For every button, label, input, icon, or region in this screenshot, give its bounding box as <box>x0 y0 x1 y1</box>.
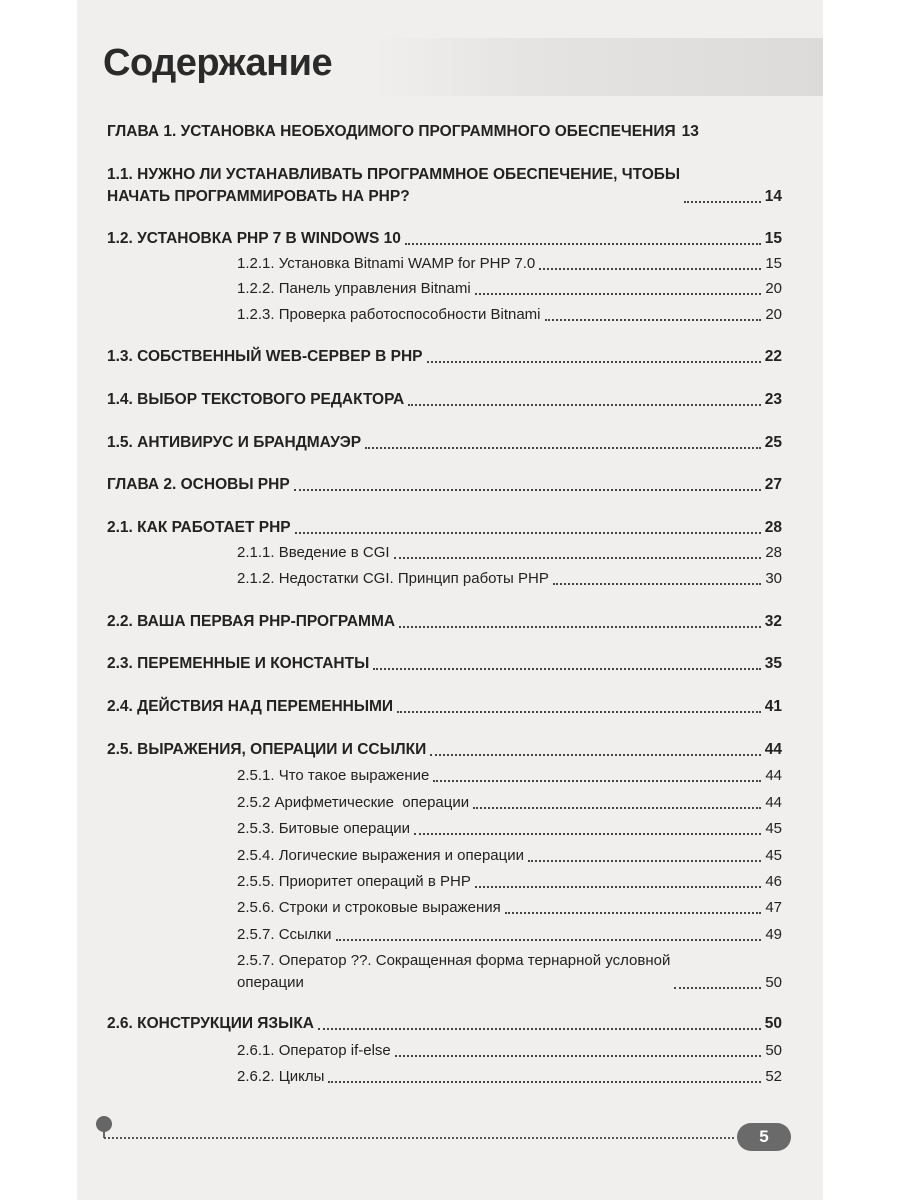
toc-entry-text: 2.1.1. Введение в CGI <box>237 544 390 561</box>
toc-entry-text: 2.5.5. Приоритет операций в PHP <box>237 873 471 890</box>
dot-leader <box>539 268 761 270</box>
toc-entry-text: 1.2.3. Проверка работоспособности Bitnami <box>237 306 541 323</box>
toc-entry-page: 14 <box>764 188 782 205</box>
dot-leader <box>674 987 761 989</box>
toc-subsection-2-5-4[interactable] <box>237 845 782 867</box>
toc-entry-text: ГЛАВА 1. УСТАНОВКА НЕОБХОДИМОГО ПРОГРАММНОГО ОБЕСПЕЧЕНИЯ <box>107 123 676 140</box>
toc-entry-text: 2.5.6. Строки и строковые выражения <box>237 899 501 916</box>
toc-entry-text: 1.5. АНТИВИРУС И БРАНДМАУЭР <box>107 434 362 451</box>
dot-leader <box>553 583 761 585</box>
toc-section-2-2[interactable] <box>107 611 782 633</box>
dot-leader <box>505 912 762 914</box>
dot-leader <box>373 668 760 670</box>
toc-subsection-1-2-3[interactable] <box>237 304 782 326</box>
toc-entry-page: 32 <box>764 613 782 630</box>
toc-entry-page: 44 <box>764 741 782 758</box>
toc-entry-page: 28 <box>764 519 782 536</box>
toc-entry-page: 50 <box>765 974 782 991</box>
toc-chapter-1[interactable] <box>107 121 782 143</box>
toc-entry-text-line2: операции <box>237 974 304 991</box>
dot-leader <box>684 201 761 203</box>
dot-leader <box>294 489 761 491</box>
toc-entry-text: 1.2.1. Установка Bitnami WAMP for PHP 7.0 <box>237 255 536 272</box>
toc-entry-page: 35 <box>764 655 782 672</box>
toc-subsection-2-1-1[interactable] <box>237 542 782 564</box>
toc-entry-text: 2.3. ПЕРЕМЕННЫЕ И КОНСТАНТЫ <box>107 655 370 672</box>
dot-leader <box>430 754 761 756</box>
toc-entry-page: 41 <box>764 698 782 715</box>
dot-leader <box>365 447 761 449</box>
dot-leader <box>473 807 761 809</box>
toc-entry-page: 49 <box>765 926 782 943</box>
toc-section-2-5[interactable] <box>107 739 782 761</box>
toc-entry-text: 2.1.2. Недостатки CGI. Принцип работы PHP <box>237 570 549 587</box>
toc-subsection-2-5-2[interactable] <box>237 792 782 814</box>
dot-leader <box>528 860 761 862</box>
toc-entry-text-line1: 1.1. НУЖНО ЛИ УСТАНАВЛИВАТЬ ПРОГРАММНОЕ ОБЕСПЕЧЕНИЕ, ЧТОБЫ <box>107 166 681 183</box>
dot-leader <box>394 557 762 559</box>
toc-chapter-2[interactable] <box>107 474 782 496</box>
toc-subsection-1-2-2[interactable] <box>237 278 782 300</box>
toc-entry-text: 2.5.7. Ссылки <box>237 926 332 943</box>
toc-entry-text: 2.2. ВАША ПЕРВАЯ PHP-ПРОГРАММА <box>107 613 396 630</box>
dot-leader <box>414 833 761 835</box>
dot-leader <box>336 939 762 941</box>
toc-subsection-2-5-7-operator[interactable] <box>237 950 782 994</box>
toc-subsection-2-5-3[interactable] <box>237 818 782 840</box>
toc-entry-text: 2.5.1. Что такое выражение <box>237 767 430 784</box>
toc-section-2-3[interactable] <box>107 653 782 675</box>
toc-entry-text: ГЛАВА 2. ОСНОВЫ PHP <box>107 476 290 493</box>
toc-entry-page: 44 <box>765 767 782 784</box>
toc-entry-text: 2.4. ДЕЙСТВИЯ НАД ПЕРЕМЕННЫМИ <box>107 698 394 715</box>
toc-entry-text: 1.4. ВЫБОР ТЕКСТОВОГО РЕДАКТОРА <box>107 391 405 408</box>
dot-leader <box>475 293 762 295</box>
dot-leader <box>405 243 761 245</box>
toc-entry-text: 2.1. КАК РАБОТАЕТ PHP <box>107 519 291 536</box>
dot-leader <box>395 1055 762 1057</box>
dot-leader <box>433 780 761 782</box>
toc-entry-page: 52 <box>765 1068 782 1085</box>
toc-entry-text: 2.5.4. Логические выражения и операции <box>237 847 524 864</box>
toc-subsection-2-6-2[interactable] <box>237 1066 782 1088</box>
toc-entry-text: 2.6. КОНСТРУКЦИИ ЯЗЫКА <box>107 1015 314 1032</box>
toc-section-2-4[interactable] <box>107 696 782 718</box>
toc-subsection-2-1-2[interactable] <box>237 568 782 590</box>
toc-entry-page: 25 <box>764 434 782 451</box>
toc-entry-text: 2.6.2. Циклы <box>237 1068 325 1085</box>
toc-entry-page: 20 <box>765 280 782 297</box>
toc-section-2-1[interactable] <box>107 517 782 539</box>
toc-subsection-2-6-1[interactable] <box>237 1040 782 1062</box>
toc-subsection-2-5-1[interactable] <box>237 765 782 787</box>
dot-leader <box>408 404 760 406</box>
toc-entry-page: 30 <box>765 570 782 587</box>
toc-entry-page: 27 <box>764 476 782 493</box>
toc-entry-page: 45 <box>765 847 782 864</box>
toc-entry-page: 50 <box>765 1042 782 1059</box>
footer-dot-rule <box>104 1137 734 1139</box>
dot-leader <box>545 319 762 321</box>
toc-subsection-2-5-5[interactable] <box>237 871 782 893</box>
toc-entry-page: 45 <box>765 820 782 837</box>
toc-entry-text: 2.5.2 Арифметические операции <box>237 794 470 811</box>
toc-entry-text: 1.2.2. Панель управления Bitnami <box>237 280 471 297</box>
page-number-badge: 5 <box>737 1123 791 1151</box>
toc-entry-text-line1: 2.5.7. Оператор ??. Сокращенная форма тернарной условной <box>237 952 671 969</box>
page-title: Содержание <box>103 42 333 84</box>
dot-leader <box>397 711 761 713</box>
toc-entry-page: 44 <box>765 794 782 811</box>
dot-leader <box>295 532 761 534</box>
dot-leader <box>427 361 761 363</box>
toc-section-2-6[interactable] <box>107 1013 782 1035</box>
dot-leader <box>399 626 761 628</box>
toc-subsection-1-2-1[interactable] <box>237 253 782 275</box>
toc-entry-text-block <box>107 164 680 208</box>
dot-leader <box>475 886 761 888</box>
toc-entry-text: 1.3. СОБСТВЕННЫЙ WEB-СЕРВЕР В PHP <box>107 348 423 365</box>
toc-entry-text: 2.6.1. Оператор if-else <box>237 1042 391 1059</box>
toc-entry-page: 28 <box>765 544 782 561</box>
dot-leader <box>318 1028 761 1030</box>
toc-entry-page: 47 <box>765 899 782 916</box>
toc-entry-page: 15 <box>765 255 782 272</box>
toc-section-1-5[interactable] <box>107 432 782 454</box>
toc-entry-page: 13 <box>681 123 699 140</box>
toc-entry-text: 1.2. УСТАНОВКА PHP 7 В WINDOWS 10 <box>107 230 401 247</box>
toc-entry-page: 46 <box>765 873 782 890</box>
dot-leader <box>328 1081 761 1083</box>
toc-entry-page: 22 <box>764 348 782 365</box>
toc-section-1-4[interactable] <box>107 389 782 411</box>
toc-entry-page: 15 <box>764 230 782 247</box>
toc-section-1-3[interactable] <box>107 346 782 368</box>
toc-subsection-2-5-7[interactable] <box>237 924 782 946</box>
toc-entry-page: 23 <box>764 391 782 408</box>
toc-entry-text: 2.5.3. Битовые операции <box>237 820 411 837</box>
toc-entry-page: 50 <box>764 1015 782 1032</box>
toc-section-1-2[interactable] <box>107 228 782 250</box>
toc-entry-text-line2: НАЧАТЬ ПРОГРАММИРОВАТЬ НА PHP? <box>107 188 410 205</box>
toc-subsection-2-5-6[interactable] <box>237 897 782 919</box>
toc-entry-text-block <box>237 950 670 994</box>
toc-section-1-1[interactable] <box>107 164 782 208</box>
toc-entry-page: 20 <box>765 306 782 323</box>
toc-entry-text: 2.5. ВЫРАЖЕНИЯ, ОПЕРАЦИИ И ССЫЛКИ <box>107 741 427 758</box>
